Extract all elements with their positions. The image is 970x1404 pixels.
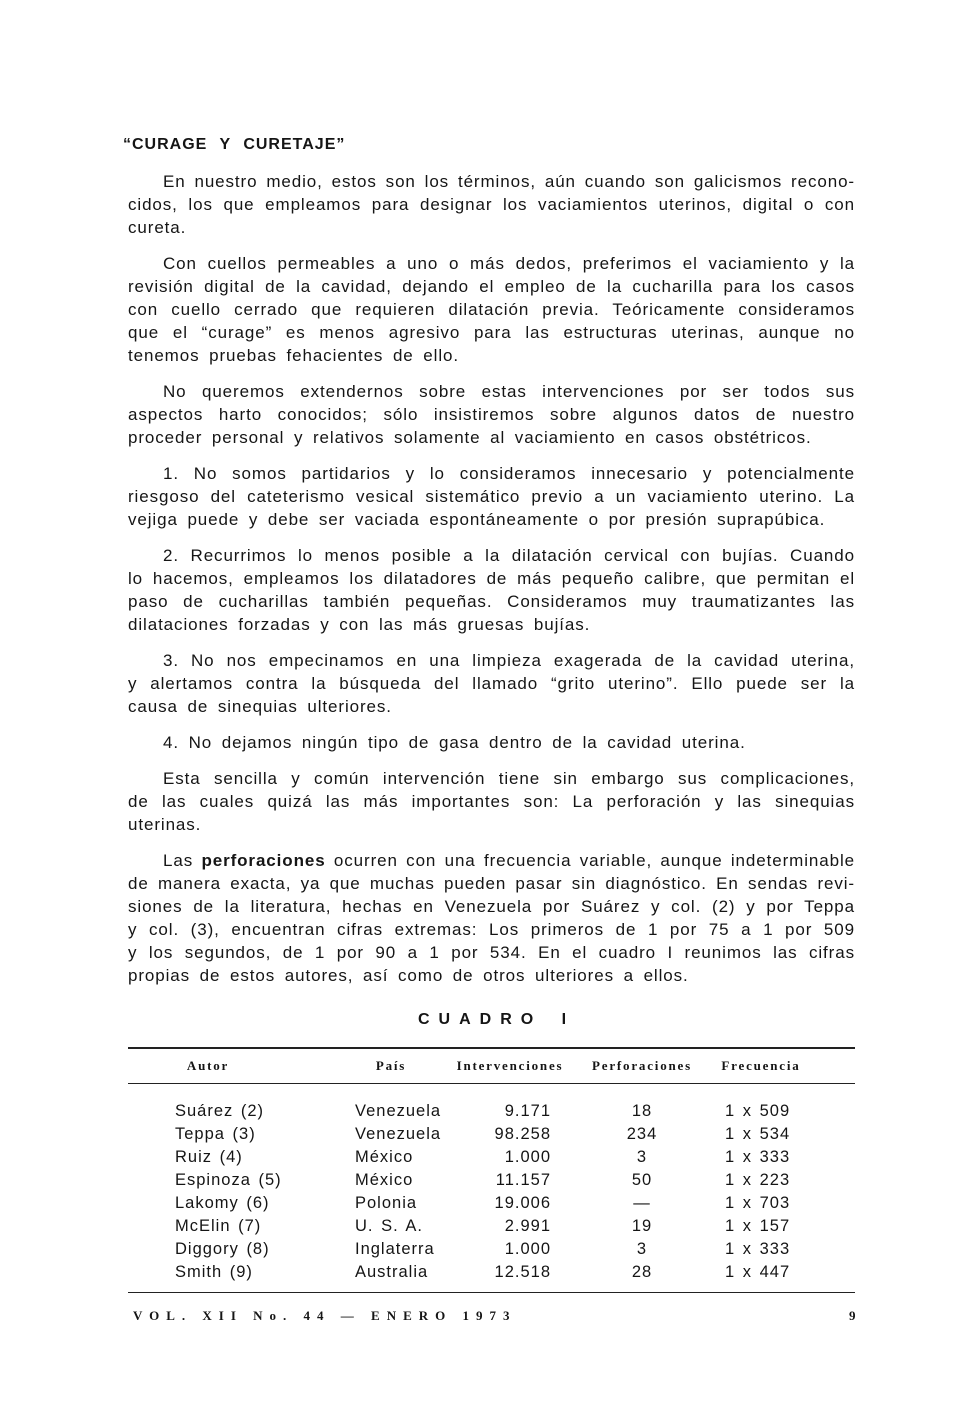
paragraph xyxy=(128,170,855,239)
author-cell: McElin (7) xyxy=(175,1216,262,1235)
paragraph xyxy=(128,649,855,718)
body-text xyxy=(128,170,855,987)
text-line: 4. No dejamos ningún tipo de gasa dentro de la cavidad uterina. xyxy=(163,732,746,752)
frequency-cell: 1 x 509 xyxy=(725,1101,791,1120)
interventions-cell: 1.000 xyxy=(504,1239,551,1258)
author-cell: Teppa (3) xyxy=(175,1124,256,1143)
column-header-autor: Autor xyxy=(186,1058,230,1073)
author-cell: Diggory (8) xyxy=(175,1239,270,1258)
text-line: riesgoso del cateterismo vesical sistemático previo a un vaciamiento uterino. La xyxy=(128,486,855,506)
table-row xyxy=(128,1169,855,1192)
emphasized-term: perforaciones xyxy=(201,850,326,870)
author-cell: Suárez (2) xyxy=(175,1101,265,1120)
paragraph xyxy=(128,544,855,636)
interventions-cell: 11.157 xyxy=(495,1170,551,1189)
table-row xyxy=(128,1238,855,1261)
table-top-rule xyxy=(128,1047,855,1049)
section-title: “CURAGE Y CURETAJE” xyxy=(123,136,346,153)
country-cell: Venezuela xyxy=(355,1101,442,1120)
paragraph xyxy=(128,252,855,367)
table-row xyxy=(128,1146,855,1169)
running-footer: VOL. XII No. 44 — ENERO 1973 xyxy=(133,1308,517,1323)
text-line: lo hacemos, empleamos los dilatadores de más pequeño calibre, que permitan el xyxy=(128,568,855,588)
interventions-cell: 2.991 xyxy=(504,1216,551,1235)
paragraph xyxy=(128,380,855,449)
perforations-cell: 19 xyxy=(631,1216,653,1235)
paragraph xyxy=(128,462,855,531)
text-line: 2. Recurrimos lo menos posible a la dilatación cervical con bujías. Cuando xyxy=(163,545,855,565)
text-line: tenemos pruebas fehacientes de ello. xyxy=(128,345,459,365)
text-line: y alertamos contra la búsqueda del llamado “grito uterino”. Ello puede ser la xyxy=(128,673,855,693)
country-cell: México xyxy=(355,1170,414,1189)
country-cell: Inglaterra xyxy=(355,1239,435,1258)
paragraph xyxy=(128,731,855,754)
table-row xyxy=(128,1123,855,1146)
paragraph xyxy=(128,849,855,987)
frequency-cell: 1 x 333 xyxy=(725,1147,791,1166)
country-cell: México xyxy=(355,1147,414,1166)
text-line: dilataciones forzadas y con las más gruesas bujías. xyxy=(128,614,591,634)
perforations-cell: — xyxy=(633,1193,651,1212)
text-line: con cuello cerrado que requieren dilatación previa. Teóricamente consideramos xyxy=(128,299,855,319)
text-line: de manera exacta, ya que muchas pueden pasar sin diagnóstico. En sendas revi- xyxy=(128,873,855,893)
country-cell: Polonia xyxy=(355,1193,418,1212)
page-number: 9 xyxy=(849,1308,856,1323)
frequency-cell: 1 x 447 xyxy=(725,1262,791,1281)
column-header-perforaciones: Perforaciones xyxy=(592,1058,692,1073)
paragraph xyxy=(128,767,855,836)
interventions-cell: 98.258 xyxy=(494,1124,551,1143)
text-segment: Las xyxy=(163,850,202,870)
text-line: y col. (3), encuentran cifras extremas: Los primeros de 1 por 75 a 1 por 509 xyxy=(128,919,855,939)
table-row xyxy=(128,1261,855,1284)
frequency-cell: 1 x 534 xyxy=(725,1124,791,1143)
text-line: En nuestro medio, estos son los términos, aún cuando son galicismos recono- xyxy=(163,171,855,191)
table-row xyxy=(128,1215,855,1238)
interventions-cell: 19.006 xyxy=(494,1193,551,1212)
text-line: Con cuellos permeables a uno o más dedos, preferimos el vaciamiento y la xyxy=(163,253,855,273)
text-line: 3. No nos empecinamos en una limpieza exagerada de la cavidad uterina, xyxy=(163,650,855,670)
text-line: proceder personal y relativos solamente al vaciamiento en casos obstétricos. xyxy=(128,427,812,447)
text-line: cureta. xyxy=(128,217,187,237)
perforations-cell: 3 xyxy=(636,1147,648,1166)
table-row xyxy=(128,1100,855,1123)
country-cell: U. S. A. xyxy=(355,1216,423,1235)
text-line: de las cuales quizá las más importantes son: La perforación y las sinequias xyxy=(128,791,855,811)
perforations-cell: 234 xyxy=(626,1124,658,1143)
author-cell: Smith (9) xyxy=(175,1262,253,1281)
table-row xyxy=(128,1192,855,1215)
frequency-cell: 1 x 223 xyxy=(725,1170,791,1189)
author-cell: Lakomy (6) xyxy=(175,1193,270,1212)
frequency-cell: 1 x 333 xyxy=(725,1239,791,1258)
frequency-cell: 1 x 157 xyxy=(725,1216,791,1235)
interventions-cell: 1.000 xyxy=(504,1147,551,1166)
author-cell: Espinoza (5) xyxy=(175,1170,282,1189)
text-segment: ocurren con una frecuencia variable, aunque indeterminable xyxy=(325,850,855,870)
text-line: paso de cucharillas también pequeñas. Consideramos muy traumatizantes las xyxy=(128,591,855,611)
text-line: cidos, los que empleamos para designar los vaciamientos uterinos, digital o con xyxy=(128,194,855,214)
table-header-row xyxy=(128,1055,855,1077)
perforations-cell: 18 xyxy=(631,1101,653,1120)
text-line: Esta sencilla y común intervención tiene sin embargo sus complicaciones, xyxy=(163,768,855,788)
text-line: aspectos harto conocidos; sólo insistiremos sobre algunos datos de nuestro xyxy=(128,404,855,424)
text-line: No queremos extendernos sobre estas intervenciones por ser todos sus xyxy=(163,381,855,401)
text-line: uterinas. xyxy=(128,814,202,834)
text-line: vejiga puede y debe ser vaciada espontáneamente o por presión suprapúbica. xyxy=(128,509,826,529)
text-line xyxy=(163,849,855,872)
text-line: causa de sinequias ulteriores. xyxy=(128,696,392,716)
text-line: siones de la literatura, hechas en Venezuela por Suárez y col. (2) y por Teppa xyxy=(128,896,855,916)
perforations-cell: 3 xyxy=(636,1239,648,1258)
interventions-cell: 12.518 xyxy=(494,1262,551,1281)
text-line: que el “curage” es menos agresivo para las estructuras uterinas, aunque no xyxy=(128,322,855,342)
table-body xyxy=(128,1100,855,1284)
table-title: CUADRO I xyxy=(418,1011,576,1028)
author-cell: Ruiz (4) xyxy=(175,1147,243,1166)
column-header-intervenciones: Intervenciones xyxy=(456,1058,564,1073)
text-line: 1. No somos partidarios y lo consideramos innecesario y potencialmente xyxy=(163,463,855,483)
column-header-pais: País xyxy=(375,1058,407,1073)
text-line: y los segundos, de 1 por 90 a 1 por 534. En el cuadro I reunimos las cifras xyxy=(128,942,855,962)
table-header-rule xyxy=(128,1083,855,1084)
table-bottom-rule xyxy=(128,1292,855,1293)
perforations-cell: 50 xyxy=(631,1170,653,1189)
text-line: revisión digital de la cavidad, dejando el empleo de la cucharilla para los casos xyxy=(128,276,855,296)
text-line: propias de estos autores, así como de otros ulteriores a ellos. xyxy=(128,965,689,985)
perforations-cell: 28 xyxy=(631,1262,653,1281)
frequency-cell: 1 x 703 xyxy=(725,1193,791,1212)
column-header-frecuencia: Frecuencia xyxy=(721,1058,801,1073)
interventions-cell: 9.171 xyxy=(504,1101,551,1120)
country-cell: Australia xyxy=(355,1262,429,1281)
country-cell: Venezuela xyxy=(355,1124,442,1143)
